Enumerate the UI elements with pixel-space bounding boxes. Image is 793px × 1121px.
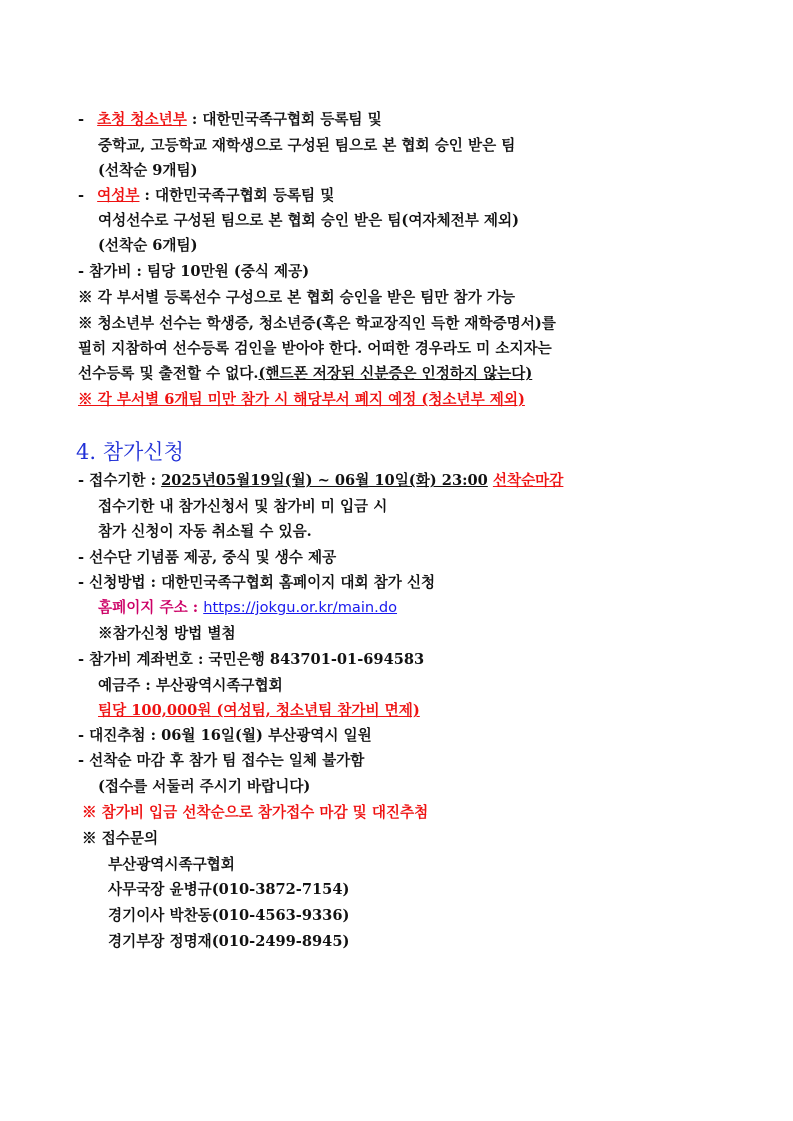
payment-note: ※ 참가비 입금 선착순으로 참가접수 마감 및 대진추첨 <box>82 804 429 821</box>
closing-line: - 선착순 마감 후 참가 팀 접수는 일체 불가함 <box>78 752 365 769</box>
deadline-line <box>78 471 563 491</box>
women-division-label: 여성부 <box>97 187 140 204</box>
inquiry-org: 부산광역시족구협회 <box>108 856 235 873</box>
team-fee: 팀당 100,000원 <box>98 702 212 719</box>
account-line: - 참가비 계좌번호 : 국민은행 843701-01-694583 <box>78 651 425 668</box>
note-registration: 필히 지참하여 선수등록 검인을 받아야 한다. 어떠한 경우라도 미 소지자는 <box>78 340 552 357</box>
note-phone-id: (핸드폰 저장된 신분증은 인정하지 않는다) <box>258 365 533 382</box>
entry-fee-line: - 참가비 : 팀당 10만원 (중식 제공) <box>78 263 310 280</box>
deadline-label: - 접수기한 : <box>78 472 162 489</box>
women-division-text: : 대한민국족구협회 등록팀 및 <box>139 187 335 204</box>
team-fee-line <box>98 701 420 721</box>
contact-item: 경기이사 박찬동(010-4563-9336) <box>108 907 350 924</box>
account-holder: 예금주 : 부산광역시족구협회 <box>98 677 283 694</box>
women-division-detail: 여성선수로 구성된 팀으로 본 협회 승인 받은 팀(여자체전부 제외) <box>98 212 519 229</box>
closing-note: (접수를 서둘러 주시기 바랍니다) <box>98 778 311 795</box>
note-id-requirement <box>78 364 532 384</box>
note-student-id: ※ 청소년부 선수는 학생증, 청소년증(혹은 학교장직인 득한 재학증명서)를 <box>78 315 556 332</box>
first-come-badge: 선착순마감 <box>492 472 564 489</box>
note-approval: ※ 각 부서별 등록선수 구성으로 본 협회 승인을 받은 팀만 참가 가능 <box>78 289 516 306</box>
youth-division-label: 초청 청소년부 <box>97 111 187 128</box>
youth-division-detail: 중학교, 고등학교 재학생으로 구성된 팀으로 본 협회 승인 받은 팀 <box>98 137 516 154</box>
method-line: - 신청방법 : 대한민국족구협회 홈페이지 대회 참가 신청 <box>78 574 436 591</box>
section-heading: 4. 참가신청 <box>76 440 184 464</box>
list-dash: - <box>78 111 85 128</box>
fee-exemption: (여성팀, 청소년팀 참가비 면제) <box>211 702 420 719</box>
homepage-link[interactable]: https://jokgu.or.kr/main.do <box>203 599 398 616</box>
attachment-note: ※참가신청 방법 별첨 <box>98 625 236 642</box>
contact-item: 경기부장 정명재(010-2499-8945) <box>108 933 350 950</box>
gift-line: - 선수단 기념품 제공, 중식 및 생수 제공 <box>78 549 337 566</box>
youth-division-quota: (선착순 9개팀) <box>98 162 198 179</box>
note-division-cancel: ※ 각 부서별 6개팀 미만 참가 시 해당부서 폐지 예정 (청소년부 제외) <box>78 391 525 408</box>
list-dash: - <box>78 187 85 204</box>
deadline-period: 2025년05월19일(월) ~ 06월 10일(화) 23:00 <box>161 472 488 489</box>
draw-line: - 대진추첨 : 06월 16일(월) 부산광역시 일원 <box>78 727 372 744</box>
homepage-line <box>98 598 397 618</box>
homepage-label: 홈페이지 주소 : <box>98 599 204 616</box>
youth-division-line <box>78 110 382 130</box>
youth-division-text: : 대한민국족구협회 등록팀 및 <box>186 111 382 128</box>
women-division-quota: (선착순 6개팀) <box>98 237 198 254</box>
inquiry-label: ※ 접수문의 <box>82 830 159 847</box>
deadline-detail: 접수기한 내 참가신청서 및 참가비 미 입금 시 <box>98 498 388 515</box>
note-id-text: 선수등록 및 출전할 수 없다. <box>78 365 259 382</box>
women-division-line <box>78 186 334 206</box>
deadline-cancel: 참가 신청이 자동 취소될 수 있음. <box>98 523 312 540</box>
contact-item: 사무국장 윤병규(010-3872-7154) <box>108 881 350 898</box>
